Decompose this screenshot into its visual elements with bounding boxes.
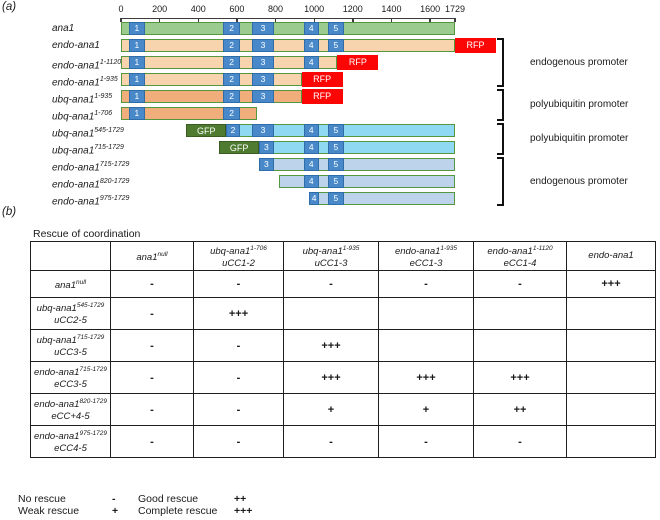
table-row-label: ubq-$ana1^{715-1729}$ uCC3-5 [31, 330, 111, 362]
rescue-score-cell: - [284, 426, 379, 458]
domain-box: 4 [304, 22, 319, 35]
panel-b-label: (b) [2, 206, 17, 218]
legend-label: No rescue [18, 493, 66, 505]
table-header-cell: endo-ana1$^{1-935}$ eCC1-3 [379, 242, 474, 271]
construct-label: ubq-ana1$^{1-706}$ [52, 110, 113, 123]
domain-box: 1 [129, 90, 145, 103]
rfp-tag: RFP [455, 38, 496, 53]
rescue-score-cell: +++ [474, 362, 567, 394]
legend-label: Complete rescue [138, 504, 218, 517]
rescue-score-cell: - [194, 426, 284, 458]
table-title: Rescue of coordination [33, 228, 141, 240]
domain-box: 3 [259, 158, 273, 171]
table-row [31, 394, 656, 426]
axis-tick-label: 1729 [444, 4, 466, 14]
domain-box: 3 [259, 141, 273, 154]
construct-bar [121, 22, 455, 35]
rescue-score-cell: - [474, 271, 567, 298]
domain-box: 4 [309, 192, 319, 205]
construct-bar [259, 141, 455, 154]
domain-box: 5 [328, 39, 344, 52]
promoter-bracket [497, 157, 504, 206]
rescue-score-cell [567, 330, 656, 362]
promoter-bracket-label: endogenous promoter [530, 175, 628, 187]
construct-label: ubq-$ana1^{545-1729}$ [52, 127, 124, 140]
legend-symbol: ++ [234, 493, 247, 505]
domain-box: 2 [223, 39, 239, 52]
construct-label: ana1 [52, 23, 75, 34]
promoter-bracket [497, 123, 504, 155]
rescue-score-cell: - [474, 426, 567, 458]
legend-symbol: + [112, 504, 119, 517]
domain-box: 4 [304, 175, 319, 188]
legend-symbol: +++ [234, 504, 253, 517]
axis-tick-label: 800 [268, 4, 284, 14]
axis-tick-label: 0 [118, 4, 124, 14]
domain-box: 3 [252, 90, 273, 103]
table-header-cell: ubq-ana1$^{1-935}$ uCC1-3 [284, 242, 379, 271]
table-row [31, 271, 656, 298]
domain-box: 4 [304, 124, 319, 137]
domain-box: 1 [129, 39, 145, 52]
domain-box: 5 [328, 124, 344, 137]
rescue-score-cell: - [111, 330, 194, 362]
axis-tick-label: 1400 [381, 4, 402, 14]
axis-tick-label: 1600 [420, 4, 441, 14]
table-row [31, 298, 656, 330]
table-header-cell: $ana1^{null}$ [111, 242, 194, 271]
axis-tick-label: 1000 [304, 4, 325, 14]
gfp-tag: GFP [219, 141, 259, 154]
domain-box: 3 [252, 124, 273, 137]
construct-label: ubq-$ana1^{715-1729}$ [52, 144, 124, 157]
domain-box: 2 [223, 90, 239, 103]
table-row [31, 362, 656, 394]
domain-box: 2 [223, 73, 239, 86]
rescue-score-cell: +++ [284, 362, 379, 394]
domain-box: 5 [328, 175, 344, 188]
table-header-cell: endo-ana1 [567, 242, 656, 271]
rescue-table-container [30, 241, 656, 458]
domain-box: 5 [328, 22, 344, 35]
construct-bar [259, 158, 455, 171]
domain-box: 1 [129, 22, 145, 35]
promoter-bracket-label: endogenous promoter [530, 56, 628, 68]
construct-label: endo-$ana1^{820-1729}$ [52, 178, 130, 191]
domain-box: 5 [328, 158, 344, 171]
domain-box: 3 [252, 56, 273, 69]
construct-bar [121, 90, 302, 103]
rescue-score-cell: - [194, 330, 284, 362]
rescue-score-cell [284, 298, 379, 330]
domain-box: 1 [129, 73, 145, 86]
table-header-cell: ubq-ana1$^{1-706}$ uCC1-2 [194, 242, 284, 271]
table-row-label: endo-$ana1^{715-1729}$ eCC3-5 [31, 362, 111, 394]
gfp-tag: GFP [186, 124, 226, 137]
construct-diagram [0, 0, 660, 215]
rescue-score-cell [567, 298, 656, 330]
promoter-bracket-label: polyubiquitin promoter [530, 133, 629, 144]
rescue-score-cell [474, 298, 567, 330]
promoter-bracket-label: polyubiquitin promoter [530, 99, 629, 110]
panel-a-label: (a) [2, 1, 17, 13]
rescue-score-cell: - [379, 426, 474, 458]
table-row-label: $ana1^{null}$ [31, 271, 111, 298]
construct-bar [121, 39, 455, 52]
rescue-score-cell: - [379, 271, 474, 298]
rescue-score-cell: - [194, 362, 284, 394]
rescue-score-cell [379, 330, 474, 362]
rescue-score-cell: - [111, 271, 194, 298]
rescue-score-cell: +++ [567, 271, 656, 298]
domain-box: 2 [226, 124, 240, 137]
rescue-score-cell: - [284, 271, 379, 298]
legend-symbol: - [112, 493, 116, 505]
construct-label: endo-ana1 [52, 40, 100, 51]
table-row [31, 426, 656, 458]
promoter-bracket [497, 89, 504, 121]
domain-box: 4 [304, 39, 319, 52]
domain-box: 4 [304, 56, 319, 69]
axis-tick-label: 200 [152, 4, 168, 14]
domain-box: 2 [223, 22, 239, 35]
rescue-score-cell [567, 362, 656, 394]
table-row-label: endo-$ana1^{820-1729}$ eCC+4-5 [31, 394, 111, 426]
rescue-score-cell: ++ [474, 394, 567, 426]
table-row-label: endo-$ana1^{975-1729}$ eCC4-5 [31, 426, 111, 458]
rescue-score-cell: - [194, 394, 284, 426]
table-header-cell: endo-$ana1^{1-1120}$ eCC1-4 [474, 242, 567, 271]
domain-box: 4 [304, 158, 319, 171]
rescue-score-cell: - [111, 394, 194, 426]
domain-box: 3 [252, 22, 273, 35]
domain-box: 4 [304, 141, 319, 154]
construct-label: endo-ana1$^{1-935}$ [52, 76, 118, 89]
domain-box: 1 [129, 107, 145, 120]
rescue-table [30, 241, 656, 458]
domain-box: 5 [328, 141, 344, 154]
rfp-tag: RFP [302, 72, 343, 87]
axis-tick-label: 600 [229, 4, 245, 14]
rescue-score-cell [379, 298, 474, 330]
legend-label: Weak rescue [18, 504, 80, 517]
construct-bar [121, 73, 302, 86]
domain-box: 1 [129, 56, 145, 69]
table-row [31, 330, 656, 362]
construct-label: endo-$ana1^{975-1729}$ [52, 195, 130, 208]
rescue-score-cell: - [111, 426, 194, 458]
construct-label: ubq-ana1$^{1-935}$ [52, 93, 113, 106]
rescue-score-cell: +++ [194, 298, 284, 330]
axis-tick-label: 400 [190, 4, 206, 14]
rescue-score-cell: - [111, 298, 194, 330]
domain-box: 2 [223, 107, 239, 120]
rfp-tag: RFP [302, 89, 343, 104]
rescue-score-cell [474, 330, 567, 362]
rescue-score-cell: +++ [284, 330, 379, 362]
table-header-cell [31, 242, 111, 271]
axis-line [121, 18, 455, 19]
domain-box: 3 [252, 73, 273, 86]
rfp-tag: RFP [337, 55, 378, 70]
axis-tick-label: 1200 [342, 4, 363, 14]
construct-label: endo-$ana1^{715-1729}$ [52, 161, 130, 174]
rescue-score-cell: + [379, 394, 474, 426]
domain-box: 3 [252, 39, 273, 52]
rescue-legend [18, 494, 278, 517]
rescue-score-cell: + [284, 394, 379, 426]
construct-label: endo-$ana1^{1-1120}$ [52, 59, 122, 72]
domain-box: 5 [328, 192, 344, 205]
table-row-label: ubq-$ana1^{545-1729}$ uCC2-5 [31, 298, 111, 330]
promoter-bracket [497, 38, 504, 87]
rescue-score-cell: +++ [379, 362, 474, 394]
rescue-score-cell [567, 426, 656, 458]
rescue-score-cell: - [111, 362, 194, 394]
domain-box: 2 [223, 56, 239, 69]
rescue-score-cell: - [194, 271, 284, 298]
rescue-score-cell [567, 394, 656, 426]
legend-label: Good rescue [138, 493, 199, 505]
